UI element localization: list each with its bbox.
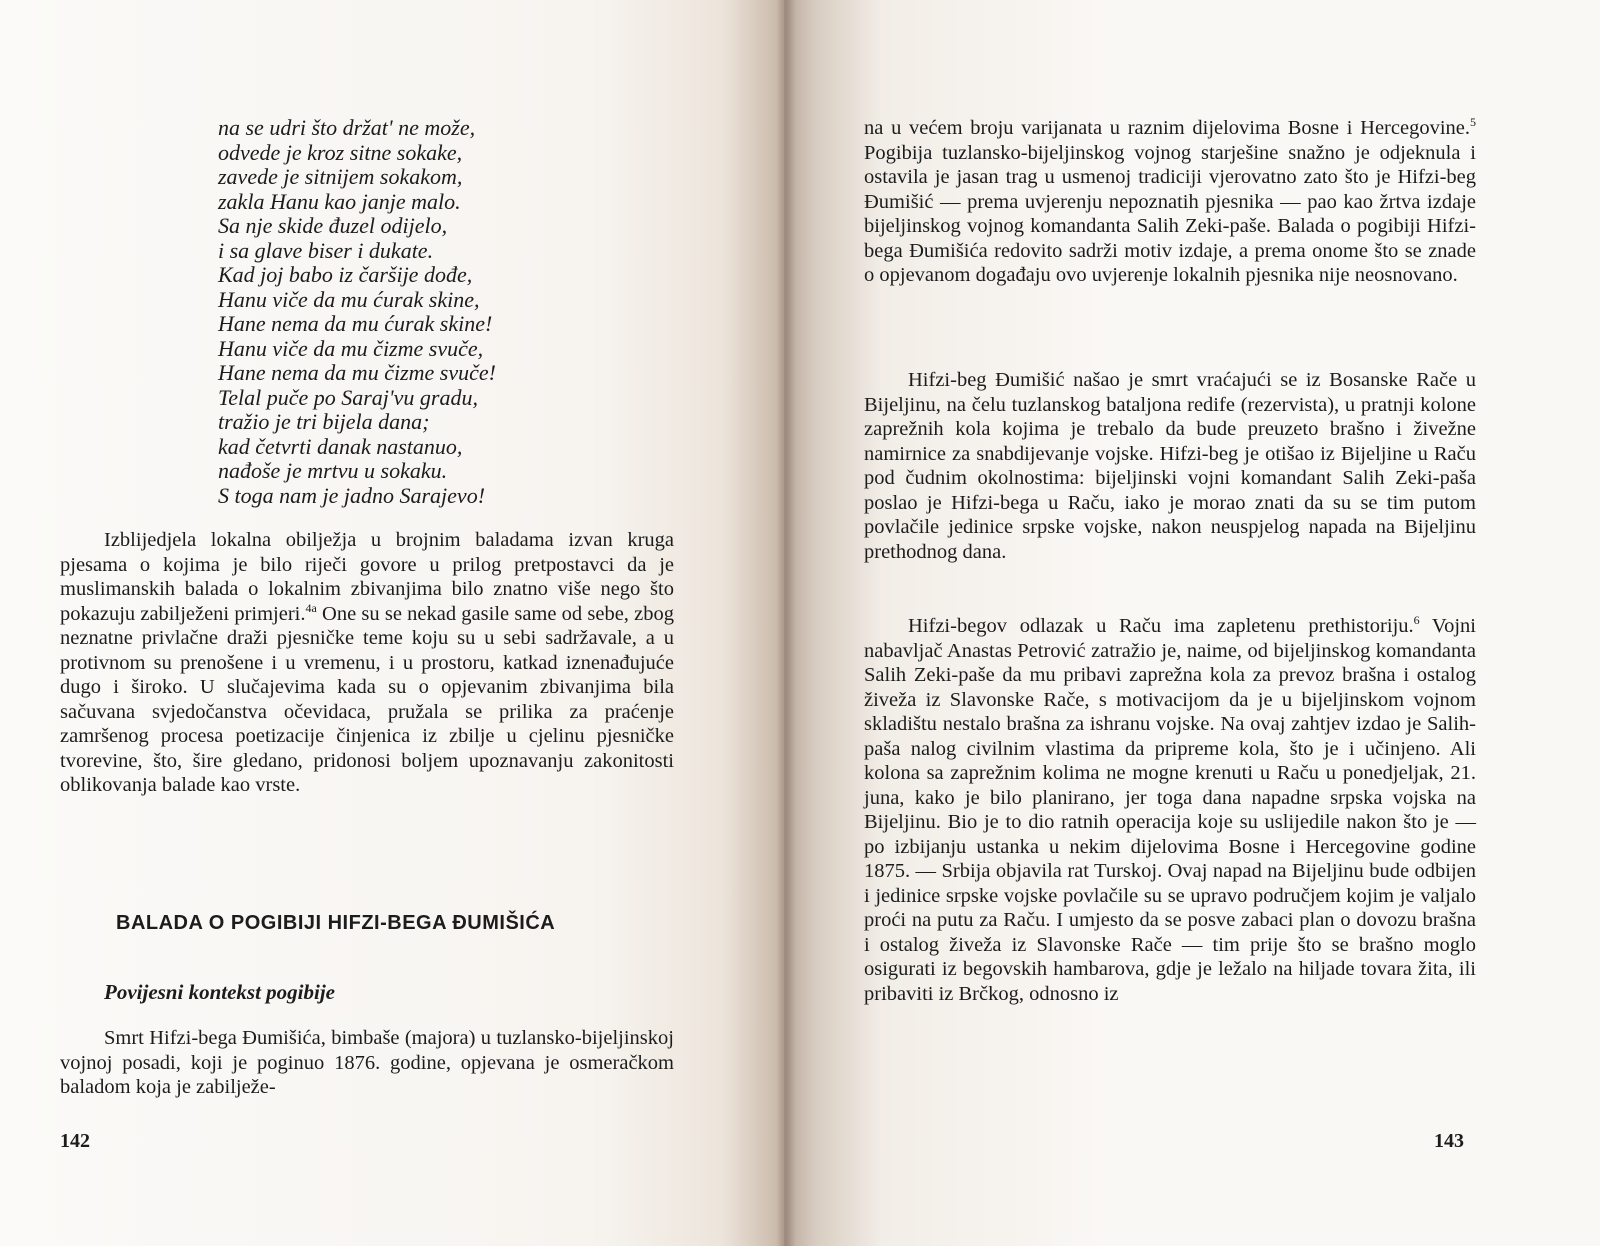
paragraph-text: Hifzi-beg Đumišić našao je smrt vraćajući se iz Bosanske Rače u Bijeljinu, na čelu tuzlanskog bataljona redife (rezervista), u pratnji kolone zaprežnih kola kojima je trebalo da bude preuzeto brašno i živežne namirnice za snabdijevanje vojske. Hifzi-beg je otišao iz Bijeljine u Raču pod čudnim okolnostima: bijeljinski vojni komandant Salih Zeki-paša poslao je Hifzi-bega u Raču, iako je morao znati da su se tim putom povlačile jedinice srpske vojske, nakon neuspjelog napada na Bijeljinu prethodnog dana. <box>864 369 1476 563</box>
right-paragraph-1 <box>864 116 1476 288</box>
right-paragraph-2 <box>864 368 1476 564</box>
poem-line: na se udri što držat' ne može, <box>218 115 476 140</box>
page-number-left: 142 <box>60 1130 90 1152</box>
poem-line: Hane nema da mu čizme svuče! <box>218 360 496 385</box>
paragraph-text: na u većem broju varijanata u raznim dijelovima Bosne i Hercegovine. <box>864 117 1470 139</box>
poem-line: i sa glave biser i dukate. <box>218 237 434 263</box>
poem-line: Sa nje skide đuzel odijelo, <box>218 213 448 238</box>
book-gutter <box>776 0 796 1246</box>
paragraph-text: Izblijedjela lokalna obilježja u brojnim baladama izvan kruga pjesama o kojima je bilo riječi govore u prilog pretpostavci da je muslimanskih balada o lokalnim zbivanjima bilo znatno više nego što pokazuju zabilježeni primjeri. <box>60 529 674 625</box>
section-title: BALADA O POGIBIJI HIFZI-BEGA ĐUMIŠIĆA <box>116 912 556 934</box>
paragraph-text: Hifzi-begov odlazak u Raču ima zapletenu prethistoriju. <box>908 615 1414 637</box>
right-paragraph-3 <box>864 614 1476 1006</box>
poem-line: Hane nema da mu ćurak skine! <box>218 311 493 336</box>
footnote-ref: 6 <box>1413 613 1420 628</box>
footnote-ref: 4a <box>305 600 317 615</box>
footnote-ref: 5 <box>1470 115 1476 130</box>
poem-line: zavede je sitnijem sokakom, <box>218 164 463 189</box>
poem-line: Hanu viče da mu ćurak skine, <box>218 286 480 312</box>
poem-line: Kad joj babo iz čaršije dođe, <box>218 262 473 287</box>
poem-line: tražio je tri bijela dana; <box>218 409 430 434</box>
poem-line: nađoše je mrtvu u sokaku. <box>218 458 448 483</box>
paragraph-text: Pogibija tuzlansko-bijeljinskog vojnog starješine snažno je odjeknula i ostavila je jasan trag u usmenoj tradiciji vjerovatno zato što je Hifzi-beg Đumišić — prema uvjerenju nepoznatih pjesnika — pao kao žrtva izdaje bijeljinskog vojnog komandanta Salih Zeki-paše. Balada o pogibiji Hifzi-bega Đumišića redovito sadrži motiv izdaje, a prema onome što se znade o opjevanom događaju ovo uvjerenje lokalnih pjesnika nije neosnovano. <box>864 141 1476 286</box>
ballad-poem <box>218 116 638 508</box>
left-paragraph-1 <box>60 528 674 798</box>
paragraph-text: One su se nekad gasile same od sebe, zbog neznatne privlačne draži pjesničke teme koju su u sebi sadržavale, a u protivnom su prenošene i u vremenu, i u prostoru, katkad iznenađujuće dugo i široko. U slučajevima kada su o opjevanim zbivanjima bila sačuvana svjedočanstva očevidaca, pružala se prilika za praćenje zamršenog procesa poetizacije činjenica iz zbilje u cjelinu pjesničke tvorevine, što, šire gledano, pridonosi boljem upoznavanju zakonitosti oblikovanja balade kao vrste. <box>60 602 674 796</box>
paragraph-text: Smrt Hifzi-bega Đumišića, bimbaše (majora) u tuzlansko-bijeljinskoj vojnoj posadi, koji je poginuo 1876. godine, opjevana je osmeračkom baladom koja je zabilježe- <box>60 1027 674 1098</box>
left-paragraph-2 <box>60 1026 674 1100</box>
poem-line: Hanu viče da mu čizme svuče, <box>218 335 484 361</box>
poem-line: zakla Hanu kao janje malo. <box>218 188 461 214</box>
subsection-title: Povijesni kontekst pogibije <box>104 980 335 1004</box>
poem-line: Telal puče po Saraj'vu gradu, <box>218 384 478 410</box>
paragraph-text: Vojni nabavljač Anastas Petrović zatražio je, naime, od bijeljinskog komandanta Salih Zeki-paše da mu pribavi zaprežna kola za prevoz brašna i ostalog živeža iz Slavonske Rače, s motivacijom da je u bijeljinskom vojnom skladištu nestalo brašna za ishranu vojske. Na ovaj zahtjev izdao je Salih-paša nalog civilnim vlastima da pripreme kola, što je i učinjeno. Ali kolona sa zaprežnim kolima ne mogne krenuti u Raču u ponedjeljak, 21. juna, kako je bilo planirano, jer toga dana napadne srpska vojska na Bijeljinu. Bio je to dio ratnih operacija koje su uslijedile nakon što je — po izbijanju ustanka u nekim dijelovima Bosne i Hercegovine godine 1875. — Srbija objavila rat Turskoj. Ovaj napad na Bijeljinu bude odbijen i jedinice srpske vojske povlačile su se upravo područjem kojim je valjalo proći na putu za Raču. I umjesto da se posve zabaci plan o dovozu brašna i ostalog živeža iz Slavonske Rače — tim prije što se brašno moglo osigurati iz begovskih hambarova, gdje je ležalo na hiljade tovara žita, ili pribaviti iz Brčkog, odnosno iz <box>864 615 1476 1005</box>
poem-line: kad četvrti danak nastanuo, <box>218 433 463 459</box>
poem-line: odvede je kroz sitne sokake, <box>218 139 463 165</box>
poem-line: S toga nam je jadno Sarajevo! <box>218 482 486 508</box>
page-number-right: 143 <box>1434 1130 1464 1152</box>
